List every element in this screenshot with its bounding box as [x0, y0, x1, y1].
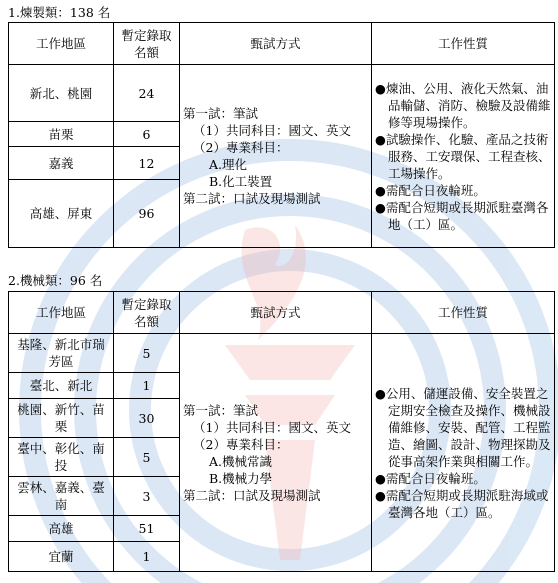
section1-table [8, 22, 555, 248]
quota-cell: 96 [114, 180, 180, 248]
exam-line: （2）專業科目： [193, 436, 289, 452]
nature-item: ●試驗操作、化驗、產品之技術服務、工安環保、工程查核、工場操作。 [375, 131, 551, 181]
table-row [9, 65, 555, 122]
exam-line: B.機械力學 [209, 470, 273, 486]
section2-title: 2.機械類：96 名 [8, 273, 103, 288]
quota-cell: 5 [114, 334, 180, 373]
quota-cell: 3 [114, 477, 180, 516]
area-cell: 新北、桃園 [9, 65, 114, 122]
section2-table [8, 291, 555, 572]
exam-line: A.機械常識 [209, 453, 273, 469]
exam-line: 第一試：筆試 [183, 402, 259, 418]
work-nature-cell [372, 334, 555, 572]
area-cell: 宜蘭 [9, 542, 114, 572]
nature-item: ●需配合短期或長期派駐海域或臺灣各地（工）區。 [375, 487, 549, 520]
header-area: 工作地區 [9, 292, 114, 334]
exam-line: 第一試：筆試 [183, 106, 259, 121]
nature-item: ●需配合日夜輪班。 [375, 182, 486, 198]
section1-title: 1.煉製類：138 名 [8, 5, 111, 20]
area-cell: 苗栗 [9, 122, 114, 147]
area-cell: 臺中、彰化、南投 [9, 438, 114, 477]
exam-line: （2）專業科目： [193, 140, 289, 155]
table-header-row [9, 23, 555, 65]
nature-item: ●公用、儲運設備、安全裝置之定期安全檢查及操作、機械設備維修、安裝、配管、工程監造、繪圖、設計、物理探勘及從事高架作業與相關工作。 [375, 385, 551, 469]
area-cell: 高雄 [9, 516, 114, 542]
header-nature: 工作性質 [372, 292, 555, 334]
quota-cell: 5 [114, 438, 180, 477]
area-cell: 桃園、新竹、苗栗 [9, 399, 114, 438]
area-cell: 臺北、新北 [9, 373, 114, 399]
table-row [9, 334, 555, 373]
quota-cell: 1 [114, 373, 180, 399]
exam-line: B.化工裝置 [209, 174, 273, 189]
work-nature-cell [372, 65, 555, 248]
area-cell: 基隆、新北市瑞芳區 [9, 334, 114, 373]
area-cell: 高雄、屏東 [9, 180, 114, 248]
quota-cell: 1 [114, 542, 180, 572]
area-cell: 雲林、嘉義、臺南 [9, 477, 114, 516]
header-exam: 甄試方式 [180, 292, 372, 334]
quota-cell: 51 [114, 516, 180, 542]
nature-item: ●需配合日夜輪班。 [375, 470, 486, 486]
area-cell: 嘉義 [9, 147, 114, 180]
table-header-row [9, 292, 555, 334]
quota-cell: 24 [114, 65, 180, 122]
exam-method-cell [180, 65, 372, 248]
exam-method-cell [180, 334, 372, 572]
header-quota: 暫定錄取名額 [114, 292, 180, 334]
exam-line: 第二試：口試及現場測試 [183, 191, 321, 206]
exam-line: 第二試：口試及現場測試 [183, 487, 321, 503]
header-area: 工作地區 [9, 23, 114, 65]
quota-cell: 30 [114, 399, 180, 438]
header-quota: 暫定錄取名額 [114, 23, 180, 65]
quota-cell: 6 [114, 122, 180, 147]
quota-cell: 12 [114, 147, 180, 180]
exam-line: （1）共同科目：國文、英文 [193, 123, 351, 138]
nature-item: ●煉油、公用、液化天然氣、油品輸儲、消防、檢驗及設備維修等現場操作。 [375, 80, 551, 130]
exam-line: （1）共同科目：國文、英文 [193, 419, 351, 435]
header-exam: 甄試方式 [180, 23, 372, 65]
exam-line: A.理化 [209, 157, 248, 172]
header-nature: 工作性質 [372, 23, 555, 65]
nature-item: ●需配合短期或長期派駐臺灣各地（工）區。 [375, 199, 549, 232]
